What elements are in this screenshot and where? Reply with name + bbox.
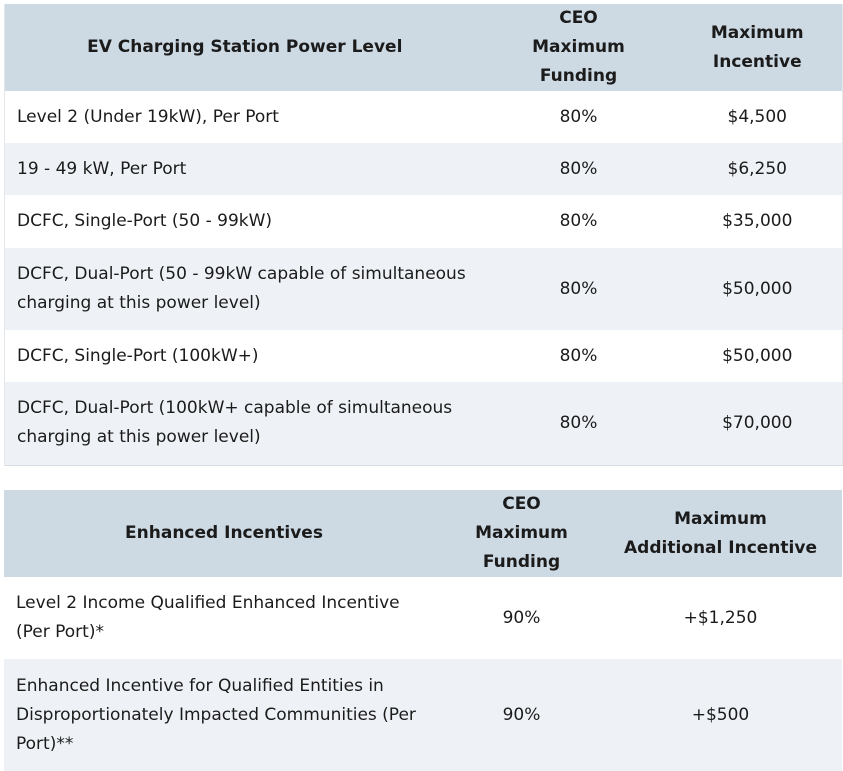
maximum-additional-incentive-header [599,490,842,577]
power-level-header: EV Charging Station Power Level [5,4,485,91]
header-line: Maximum [710,22,804,43]
enhanced-incentives-header: Enhanced Incentives [4,490,444,577]
header-line: CEO Maximum [475,494,568,543]
funding-cell: 90% [444,577,599,659]
incentive-cell: $70,000 [673,382,843,465]
enhanced-incentives-table [4,490,842,771]
power-level-cell: DCFC, Single-Port (50 - 99kW) [5,195,485,248]
maximum-incentive-header [673,4,843,91]
table-row [5,195,843,248]
funding-cell: 80% [485,91,673,143]
incentive-cell: $4,500 [673,91,843,143]
funding-cell: 80% [485,143,673,195]
header-line: Additional Incentive [624,537,817,558]
incentive-cell: +$1,250 [599,577,842,659]
table-row [5,382,843,465]
table-row [5,248,843,330]
funding-cell: 90% [444,659,599,771]
funding-cell: 80% [485,248,673,330]
funding-cell: 80% [485,382,673,465]
power-level-cell: DCFC, Dual-Port (100kW+ capable of simultaneous charging at this power level) [5,382,485,465]
header-line: Maximum [674,508,767,529]
header-line: Maximum Funding [532,37,625,86]
incentive-cell: $50,000 [673,330,843,382]
funding-cell: 80% [485,195,673,248]
table-row [5,143,843,195]
incentive-cell: $6,250 [673,143,843,195]
table-row [5,91,843,143]
ceo-max-funding-header [485,4,673,91]
power-level-cell: 19 - 49 kW, Per Port [5,143,485,195]
header-line: Funding [482,552,561,572]
incentive-type-cell: Level 2 Income Qualified Enhanced Incentive (Per Port)* [4,577,444,659]
incentive-cell: $50,000 [673,248,843,330]
power-level-cell: Level 2 (Under 19kW), Per Port [5,91,485,143]
table-row [4,659,842,771]
table-header-row [4,490,842,577]
table-header-row [5,4,843,91]
ceo-max-funding-header [444,490,599,577]
incentive-type-cell: Enhanced Incentive for Qualified Entities in Disproportionately Impacted Communities (Per Port)** [4,659,444,771]
header-line: Incentive [712,51,802,72]
power-level-cell: DCFC, Dual-Port (50 - 99kW capable of simultaneous charging at this power level) [5,248,485,330]
funding-cell: 80% [485,330,673,382]
power-level-cell: DCFC, Single-Port (100kW+) [5,330,485,382]
table-row [4,577,842,659]
incentive-cell: $35,000 [673,195,843,248]
incentive-cell: +$500 [599,659,842,771]
header-line: CEO [559,8,598,28]
charging-station-incentive-table [4,4,843,466]
table-row [5,330,843,382]
